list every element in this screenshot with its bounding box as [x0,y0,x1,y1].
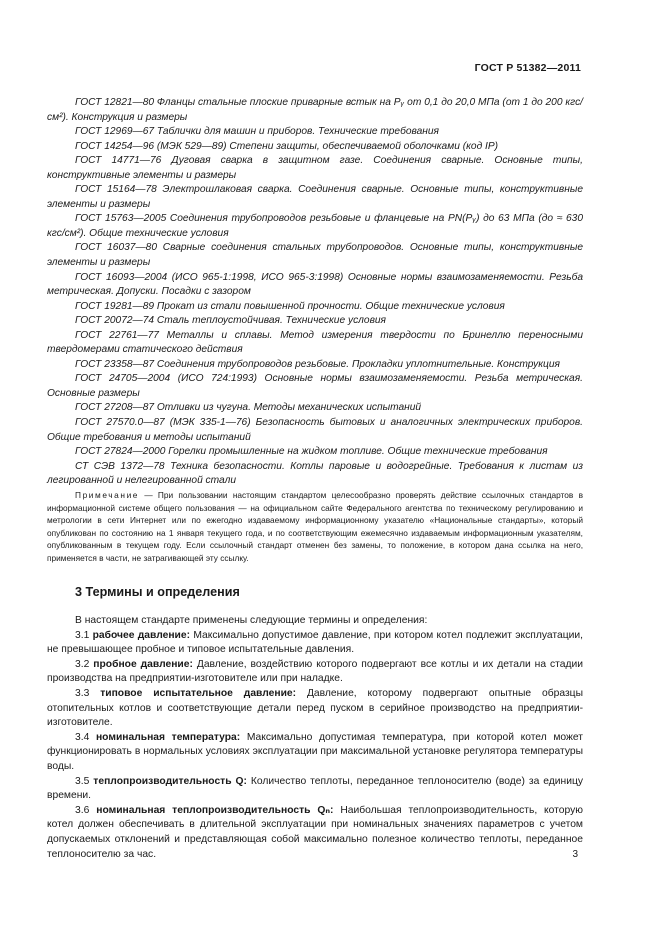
section-heading: 3 Термины и определения [75,585,240,599]
term-definition [47,629,583,658]
term-number: 3.3 [75,687,90,699]
term-number: 3.5 [75,775,90,787]
reference-item: ГОСТ 19281—89 Прокат из стали повышенной прочности. Общие технические условия [75,300,505,312]
term-definition [47,731,583,775]
reference-item: ГОСТ 16037—80 Сварные соединения стальных трубопроводов. Основные типы, конструктивные элементы и размеры [47,242,583,269]
reference-item: ГОСТ 22761—77 Металлы и сплавы. Метод измерения твердости по Бринеллю переносными твердомерами статического действия [47,329,583,356]
term-text: Давление, которому подвергают опытные образцы отопительных котлов и соответствующие детали перед пуском в серийное производство на предприятии-изготовителе. [47,687,583,729]
reference-item: ГОСТ 27208—87 Отливки из чугуна. Методы механических испытаний [75,402,422,414]
term-name: рабочее давление: [92,629,191,641]
term-number: 3.6 [75,804,90,816]
term-number: 3.2 [75,658,90,670]
section-intro: В настоящем стандарте применены следующие термины и определения: [75,615,428,626]
term-number: 3.4 [75,731,90,743]
normative-references-list [47,96,583,489]
document-header: ГОСТ Р 51382—2011 [474,62,581,74]
reference-item: ГОСТ 14254—96 (МЭК 529—89) Степени защиты, обеспечиваемой оболочками (код IP) [75,140,499,152]
page-number: 3 [572,849,578,860]
reference-item: ГОСТ 15164—78 Электрошлаковая сварка. Соединения сварные. Основные типы, конструктивные элементы и размеры [47,184,583,210]
reference-item: ГОСТ 16093—2004 (ИСО 965-1:1998, ИСО 965-3:1998) Основные нормы взаимозаменяемости. Резьба метрическая. Допуски. Посадки с зазором [47,271,583,298]
term-definition [47,687,583,731]
reference-item: ГОСТ 20072—74 Сталь теплоустойчивая. Технические условия [75,315,386,327]
reference-item: ГОСТ 15763—2005 Соединения трубопроводов резьбовые и фланцевые на PN(Pᵧ) до 63 МПа (до ≈ 630 кгс/см²). Общие технические условия [47,213,583,239]
term-name: типовое испытательное давление: [100,687,297,699]
note-text: — При пользовании настоящим стандартом целесообразно проверять действие ссылочных стандартов в информационной системе общего пользования — на официальном сайте Федерального агентства по техническому регулированию и метрологии в сети Интернет или по ежегодно издаваемому информационному указателю «Национальные стандарты», который опубликован по состоянию на 1 января текущего года, и по соответствующим ежемесячно издаваемым информационным указателям, опубликованным в текущем году. Если ссылочный стандарт отменен без замены, то положение, в котором дана ссылка на него, применяется в части, не затрагивающей эту ссылку. [47,490,583,563]
term-name: теплопроизводительность Q: [93,775,247,787]
reference-item: ГОСТ 23358—87 Соединения трубопроводов резьбовые. Прокладки уплотнительные. Конструкция [75,358,560,370]
term-text: Наибольшая теплопроизводительность, которую котел должен обеспечивать в длительной эксплуатации при номинальных значениях параметров с учетом допускаемых отклонений и представляющая собой максимально полезное количество теплоты, переданное теплоносителю за час. [47,804,583,860]
reference-item: ГОСТ 24705—2004 (ИСО 724:1993) Основные нормы взаимозаменяемости. Резьба метрическая. Основные размеры [47,373,583,399]
term-name: номинальная теплопроизводительность Qₙ: [96,804,334,816]
term-definition [47,804,583,862]
note-label: Примечание [75,490,140,500]
reference-item: ГОСТ 14771—76 Дуговая сварка в защитном газе. Соединения сварные. Основные типы, конструктивные элементы и размеры [47,155,583,181]
reference-item: ГОСТ 12969—67 Таблички для машин и приборов. Технические требования [75,126,439,138]
term-text: Давление, воздействию которого подвергают все котлы и их детали на стадии производства на предприятии-изготовителе или при наладке. [47,658,583,685]
term-text: Максимально допустимая температура, при которой котел может функционировать в нормальных условиях эксплуатации при максимальной установке регулятора температуры воды. [47,731,583,772]
term-definition [47,658,583,687]
note-paragraph [47,489,583,565]
term-text: Количество теплоты, переданное теплоносителю (воде) за единицу времени. [47,775,583,802]
section-body [47,614,583,862]
term-definition [47,775,583,804]
term-text: Максимально допустимое давление, при котором котел подлежит эксплуатации, не превышающее пробное и типовое испытательные давления. [47,629,583,656]
note-block [47,489,583,565]
term-name: номинальная температура: [95,731,241,743]
reference-item: ГОСТ 27570.0—87 (МЭК 335-1—76) Безопасность бытовых и аналогичных электрических приборов. Общие требования и методы испытаний [47,417,583,443]
reference-item: ГОСТ 27824—2000 Горелки промышленные на жидком топливе. Общие технические требования [75,446,548,458]
reference-item: ГОСТ 12821—80 Фланцы стальные плоские приварные встык на Pᵧ от 0,1 до 20,0 МПа (от 1 до 200 кгс/см²). Конструкция и размеры [47,97,583,123]
reference-item: СТ СЭВ 1372—78 Техника безопасности. Котлы паровые и водогрейные. Требования к листам из легированной и нелегированной стали [47,460,583,487]
term-number: 3.1 [75,629,90,641]
term-name: пробное давление: [93,658,193,670]
